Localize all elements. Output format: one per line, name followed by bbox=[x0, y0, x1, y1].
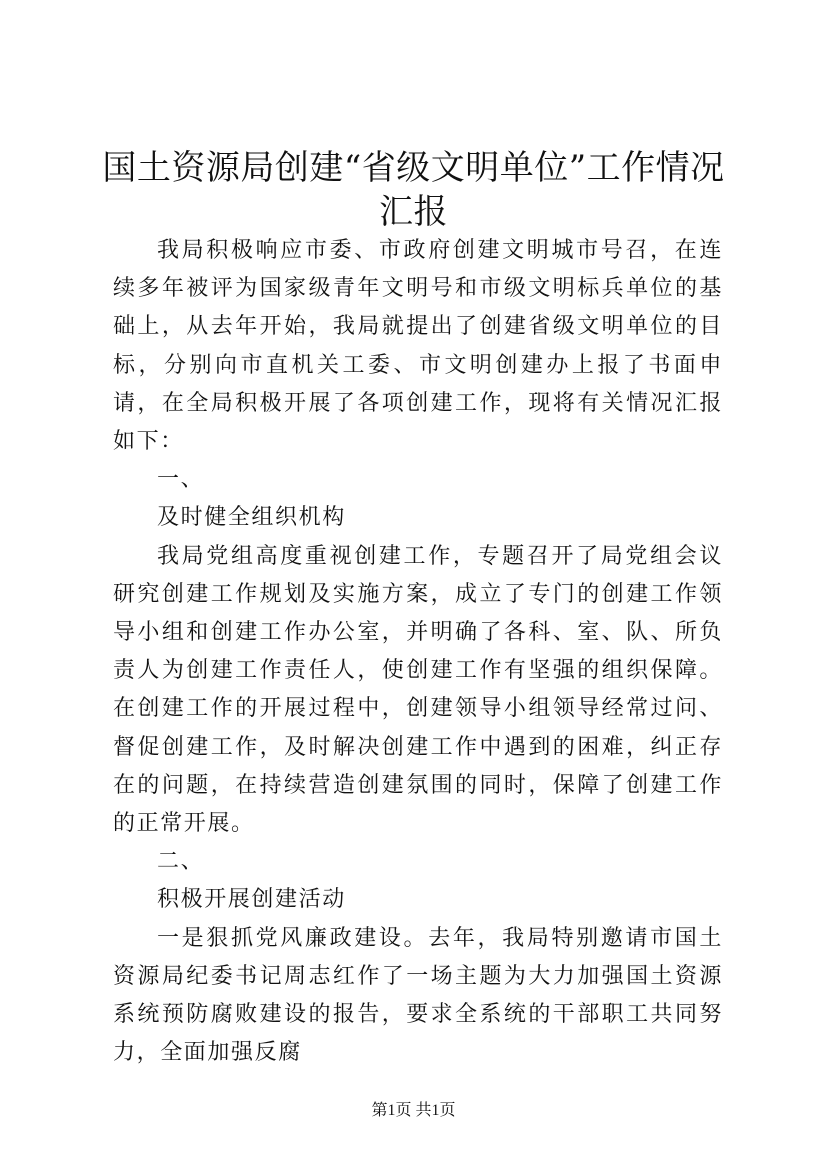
paragraph-section-1: 我局党组高度重视创建工作，专题召开了局党组会议研究创建工作规划及实施方案，成立了专门的创建工作领导小组和创建工作办公室，并明确了各科、室、队、所负责人为创建工作责任人，使创建工作有坚强的组织保障。在创建工作的开展过程中，创建领导小组领导经常过问、督促创建工作，及时解决创建工作中遇到的困难，纠正存在的问题，在持续营造创建氛围的同时，保障了创建工作的正常开展。 bbox=[113, 543, 723, 837]
section-heading-1: 及时健全组织机构 bbox=[157, 505, 346, 531]
page-footer: 第1页 共1页 bbox=[371, 1102, 456, 1119]
document-title: 国土资源局创建“省级文明单位”工作情况汇报 bbox=[102, 148, 725, 232]
section-number-2: 二、 bbox=[157, 849, 205, 875]
section-heading-2: 积极开展创建活动 bbox=[157, 887, 346, 913]
document-body bbox=[113, 232, 723, 1072]
section-number-1: 一、 bbox=[157, 467, 205, 493]
paragraph-intro: 我局积极响应市委、市政府创建文明城市号召，在连续多年被评为国家级青年文明号和市级文明标兵单位的基础上，从去年开始，我局就提出了创建省级文明单位的目标，分别向市直机关工委、市文明创建办上报了书面申请，在全局积极开展了各项创建工作，现将有关情况汇报如下： bbox=[113, 238, 723, 455]
paragraph-section-2: 一是狠抓党风廉政建设。去年，我局特别邀请市国土资源局纪委书记周志红作了一场主题为大力加强国土资源系统预防腐败建设的报告，要求全系统的干部职工共同努力，全面加强反腐 bbox=[113, 925, 723, 1066]
